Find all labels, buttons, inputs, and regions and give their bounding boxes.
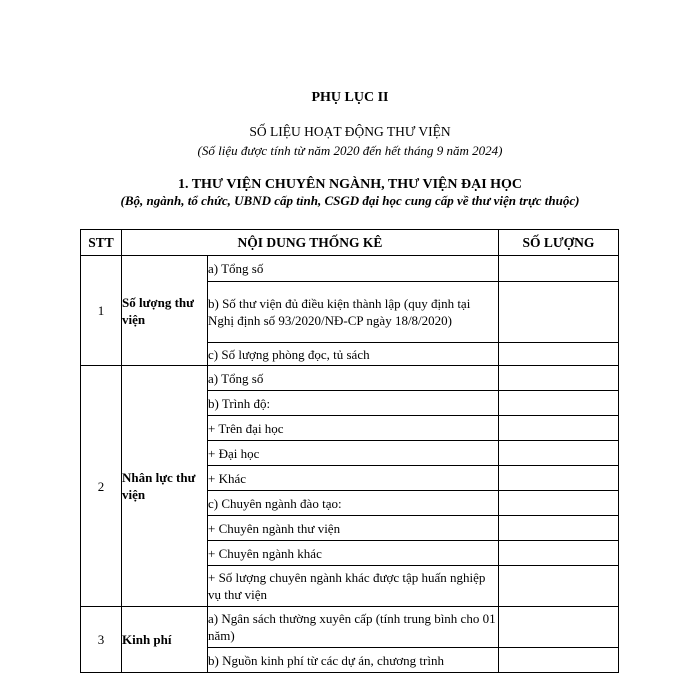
table-header-row bbox=[81, 230, 619, 256]
item-label: a) Tổng số bbox=[208, 256, 499, 282]
item-label: + Số lượng chuyên ngành khác được tập huấn nghiệp vụ thư viện bbox=[208, 566, 499, 607]
quantity-cell[interactable] bbox=[499, 256, 619, 282]
document-subtitle: (Số liệu được tính từ năm 2020 đến hết tháng 9 năm 2024) bbox=[197, 143, 503, 158]
section-title: 1. THƯ VIỆN CHUYÊN NGÀNH, THƯ VIỆN ĐẠI HỌC bbox=[177, 177, 523, 192]
document-title: SỐ LIỆU HOẠT ĐỘNG THƯ VIỆN bbox=[249, 124, 451, 139]
header-stt: STT bbox=[81, 230, 122, 256]
group-label: Số lượng thư viện bbox=[122, 256, 208, 366]
quantity-cell[interactable] bbox=[499, 648, 619, 673]
quantity-cell[interactable] bbox=[499, 391, 619, 416]
item-label: + Đại học bbox=[208, 441, 499, 466]
appendix-title: PHỤ LỤC II bbox=[311, 90, 389, 105]
quantity-cell[interactable] bbox=[499, 516, 619, 541]
item-label: b) Số thư viện đủ điều kiện thành lập (quy định tại Nghị định số 93/2020/NĐ-CP ngày 18/8/2020) bbox=[208, 282, 499, 343]
quantity-cell[interactable] bbox=[499, 541, 619, 566]
row-stt: 3 bbox=[81, 607, 122, 673]
row-stt: 2 bbox=[81, 366, 122, 607]
item-label: c) Chuyên ngành đào tạo: bbox=[208, 491, 499, 516]
group-label: Kinh phí bbox=[122, 607, 208, 673]
item-label: + Trên đại học bbox=[208, 416, 499, 441]
header-quantity: SỐ LƯỢNG bbox=[499, 230, 619, 256]
header-content: NỘI DUNG THỐNG KÊ bbox=[122, 230, 499, 256]
item-label: + Khác bbox=[208, 466, 499, 491]
quantity-cell[interactable] bbox=[499, 491, 619, 516]
quantity-cell[interactable] bbox=[499, 416, 619, 441]
table-row bbox=[81, 366, 619, 391]
quantity-cell[interactable] bbox=[499, 366, 619, 391]
item-label: b) Trình độ: bbox=[208, 391, 499, 416]
item-label: c) Số lượng phòng đọc, tủ sách bbox=[208, 343, 499, 366]
quantity-cell[interactable] bbox=[499, 607, 619, 648]
quantity-cell[interactable] bbox=[499, 282, 619, 343]
table-row bbox=[81, 607, 619, 648]
item-label: a) Ngân sách thường xuyên cấp (tính trung bình cho 01 năm) bbox=[208, 607, 499, 648]
table-row bbox=[81, 256, 619, 282]
item-label: + Chuyên ngành khác bbox=[208, 541, 499, 566]
quantity-cell[interactable] bbox=[499, 441, 619, 466]
item-label: + Chuyên ngành thư viện bbox=[208, 516, 499, 541]
item-label: a) Tổng số bbox=[208, 366, 499, 391]
statistics-table bbox=[80, 229, 619, 673]
quantity-cell[interactable] bbox=[499, 466, 619, 491]
quantity-cell[interactable] bbox=[499, 343, 619, 366]
item-label: b) Nguồn kinh phí từ các dự án, chương trình bbox=[208, 648, 499, 673]
section-subtitle: (Bộ, ngành, tổ chức, UBND cấp tỉnh, CSGD đại học cung cấp về thư viện trực thuộc) bbox=[120, 193, 580, 208]
group-label: Nhân lực thư viện bbox=[122, 366, 208, 607]
quantity-cell[interactable] bbox=[499, 566, 619, 607]
row-stt: 1 bbox=[81, 256, 122, 366]
